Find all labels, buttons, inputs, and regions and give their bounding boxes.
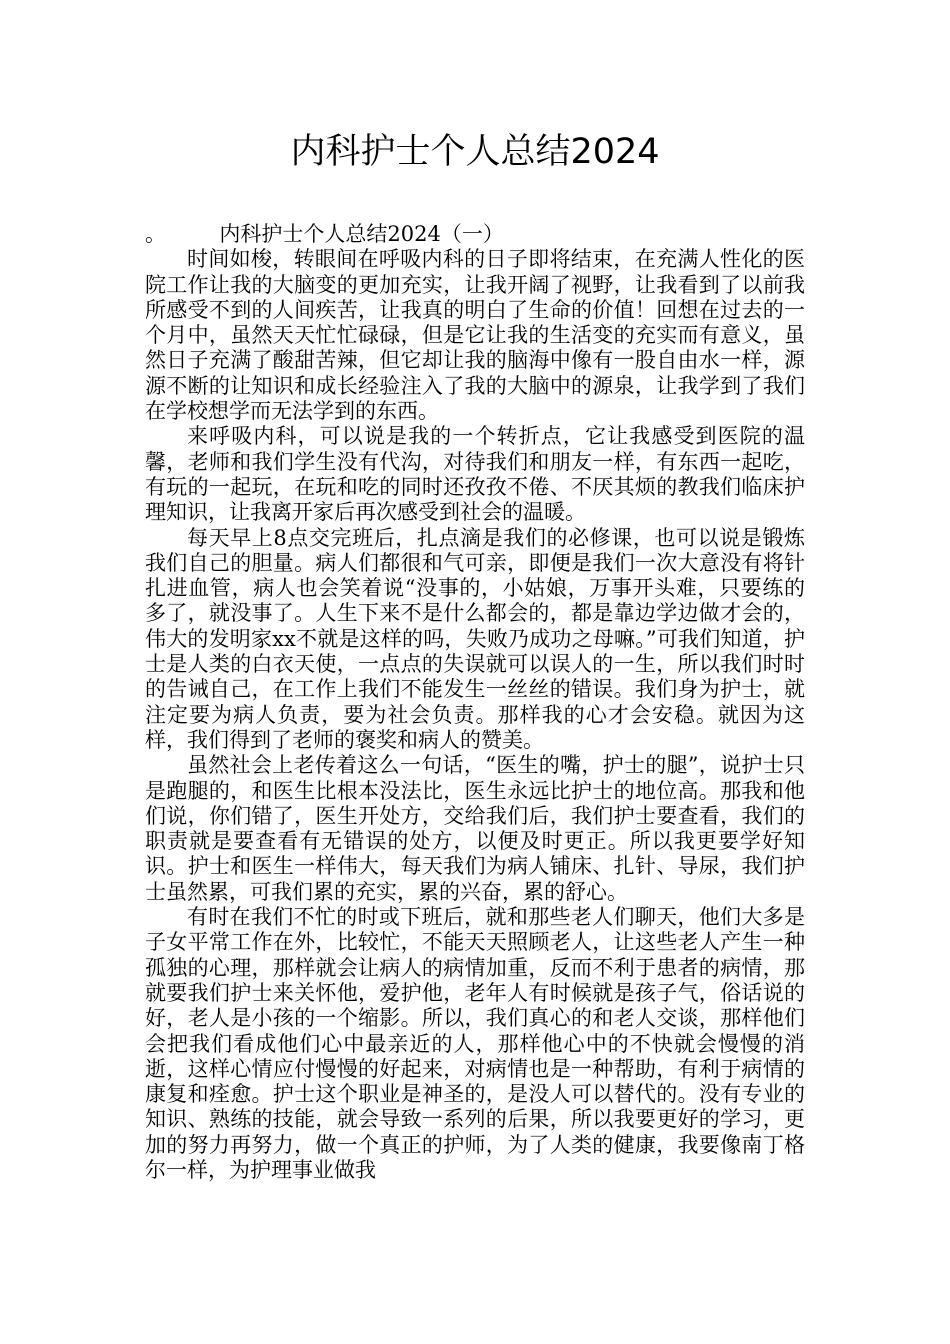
paragraph-2: 来呼吸内科，可以说是我的一个转折点，它让我感受到医院的温馨，老师和我们学生没有代沟，对待我们和朋友一样，有东西一起吃，有玩的一起玩，在玩和吃的同时还孜孜不倦、不厌其烦的教我们临床护理知识，让我离开家后再次感受到社会的温暖。 [145, 424, 805, 525]
paragraph-3: 每天早上8点交完班后，扎点滴是我们的必修课，也可以说是锻炼我们自己的胆量。病人们都很和气可亲，即便是我们一次大意没有将针扎进血管，病人也会笑着说“没事的，小姑娘，万事开头难，只要练的多了，就没事了。人生下来不是什么都会的，都是靠边学边做才会的，伟大的发明家xx不就是这样的吗，失败乃成功之母嘛。”可我们知道，护士是人类的白衣天使，一点点的失误就可以误人的一生，所以我们时时的告诫自己，在工作上我们不能发生一丝丝的错误。我们身为护士，就注定要为病人负责，要为社会负责。那样我的心才会安稳。就因为这样，我们得到了老师的褒奖和病人的赞美。 [145, 525, 805, 752]
section-heading: 。 内科护士个人总结2024（一） [145, 222, 504, 246]
paragraph-5: 有时在我们不忙的时或下班后，就和那些老人们聊天，他们大多是子女平常工作在外，比较忙，不能天天照顾老人，让这些老人产生一种孤独的心理，那样就会让病人的病情加重，反而不利于患者的病情，那就要我们护士来关怀他，爱护他，老年人有时候就是孩子气，俗话说的好，老人是小孩的一个缩影。所以，我们真心的和老人交谈，那样他们会把我们看成他们心中最亲近的人，那样他心中的不快就会慢慢的消逝，这样心情应付慢慢的好起来，对病情也是一种帮助，有利于病情的康复和痊愈。护士这个职业是神圣的，是没人可以替代的。没有专业的知识、熟练的技能，就会导致一系列的后果，所以我要更好的学习，更加的努力再努力，做一个真正的护师，为了人类的健康，我要像南丁格尔一样，为护理事业做我 [145, 905, 805, 1182]
page-title: 内科护士个人总结2024 [290, 132, 660, 172]
paragraph-1: 时间如梭，转眼间在呼吸内科的日子即将结束，在充满人性化的医院工作让我的大脑变的更加充实，让我开阔了视野，让我看到了以前我所感受不到的人间疾苦，让我真的明白了生命的价值！回想在过去的一个月中，虽然天天忙忙碌碌，但是它让我的生活变的充实而有意义，虽然日子充满了酸甜苦辣，但它却让我的脑海中像有一股自由水一样，源源不断的让知识和成长经验注入了我的大脑中的源泉，让我学到了我们在学校想学而无法学到的东西。 [145, 247, 805, 424]
paragraph-4: 虽然社会上老传着这么一句话，“医生的嘴，护士的腿”，说护士只是跑腿的，和医生比根本没法比，医生永远比护士的地位高。那我和他们说，你们错了，医生开处方，交给我们后，我们护士要查看，我们的职责就是要查看有无错误的处方，以便及时更正。所以我更要学好知识。护士和医生一样伟大，每天我们为病人铺床、扎针、导尿，我们护士虽然累，可我们累的充实，累的兴奋，累的舒心。 [145, 753, 805, 904]
document-body [145, 222, 805, 1183]
